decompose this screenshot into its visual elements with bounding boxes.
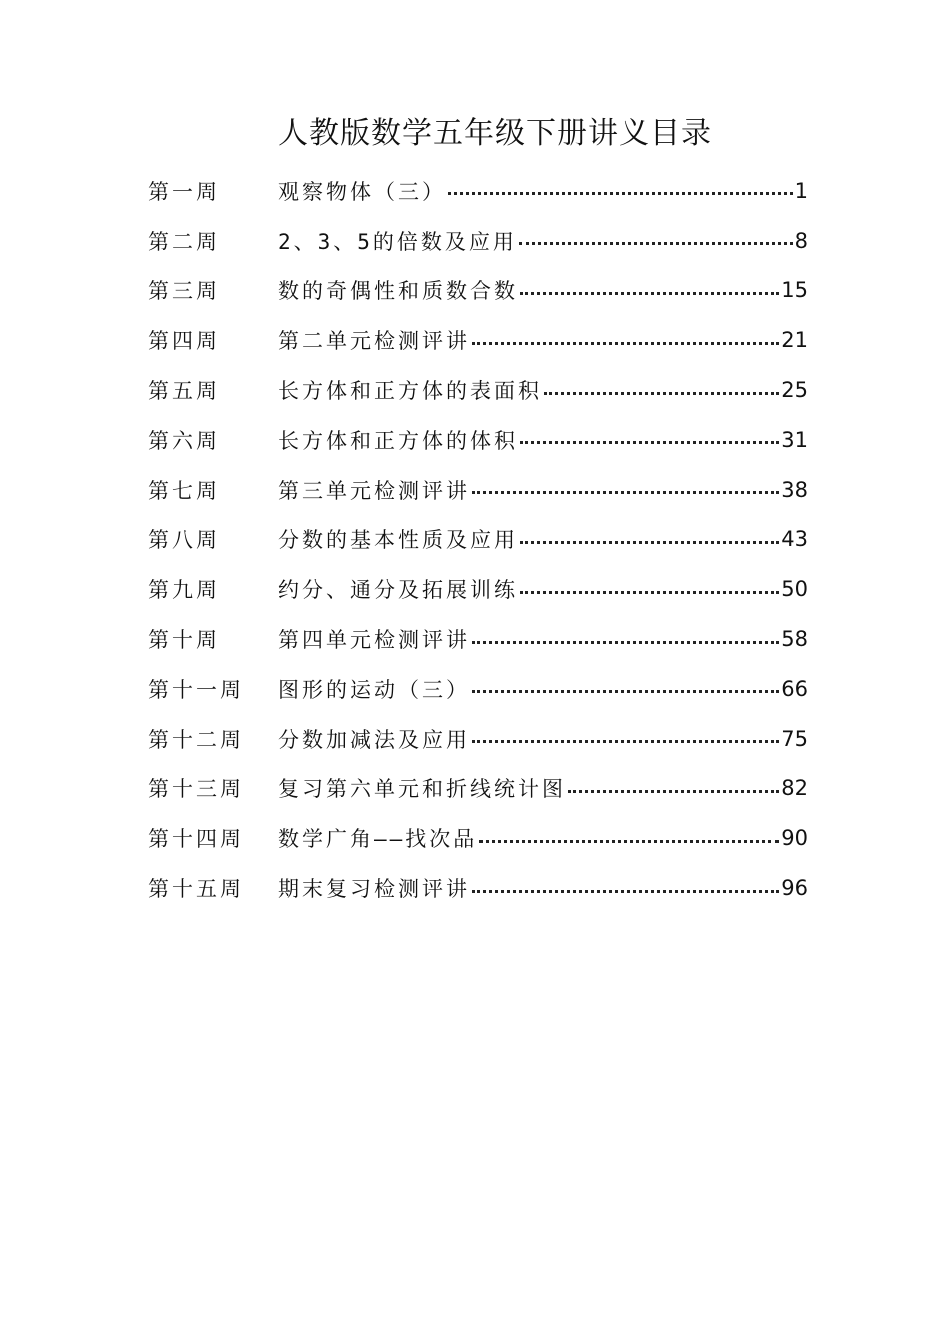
- page-title: 人教版数学五年级下册讲义目录: [278, 116, 712, 151]
- toc-week-label: 第十三周: [148, 777, 244, 802]
- toc-dot-leader: [472, 740, 779, 743]
- toc-dot-leader: [448, 192, 793, 195]
- toc-entry: [148, 564, 808, 614]
- toc-topic: 约分、通分及拓展训练: [278, 578, 518, 603]
- toc-week-label: 第十一周: [148, 677, 244, 702]
- toc-page-number: 75: [781, 726, 808, 751]
- toc-page-number: 82: [781, 776, 808, 801]
- toc-topic: 长方体和正方体的表面积: [278, 379, 542, 404]
- toc-week-label: 第十五周: [148, 877, 244, 902]
- toc-entry: [148, 216, 808, 266]
- toc-entry: [148, 863, 808, 913]
- toc-topic: 数的奇偶性和质数合数: [278, 279, 518, 304]
- toc-topic: 分数的基本性质及应用: [278, 528, 518, 553]
- toc-dot-leader: [472, 491, 779, 494]
- toc-page-number: 66: [781, 676, 808, 701]
- toc-entry: [148, 813, 808, 863]
- toc-page-number: 21: [781, 328, 808, 353]
- toc-entry: [148, 664, 808, 714]
- toc-topic: 图形的运动（三）: [278, 677, 470, 702]
- toc-entry: [148, 714, 808, 764]
- toc-topic: 分数加减法及应用: [278, 727, 470, 752]
- toc-page-number: 43: [781, 527, 808, 552]
- toc-week-label: 第二周: [148, 229, 220, 254]
- toc-topic: 第三单元检测评讲: [278, 478, 470, 503]
- toc-dot-leader: [520, 541, 779, 544]
- toc-entry: [148, 415, 808, 465]
- toc-topic: 长方体和正方体的体积: [278, 428, 518, 453]
- toc-topic: 期末复习检测评讲: [278, 877, 470, 902]
- table-of-contents: [148, 166, 808, 913]
- toc-topic: 观察物体（三）: [278, 179, 446, 204]
- toc-dot-leader: [472, 690, 779, 693]
- toc-week-label: 第十周: [148, 628, 220, 653]
- toc-week-label: 第六周: [148, 428, 220, 453]
- toc-dot-leader: [472, 890, 779, 893]
- toc-topic: 2、3、5的倍数及应用: [278, 229, 517, 254]
- toc-week-label: 第七周: [148, 478, 220, 503]
- toc-dot-leader: [479, 840, 779, 843]
- toc-week-label: 第八周: [148, 528, 220, 553]
- toc-page-number: 38: [781, 477, 808, 502]
- toc-week-label: 第三周: [148, 279, 220, 304]
- toc-topic: 数学广角——找次品: [278, 827, 478, 852]
- toc-entry: [148, 315, 808, 365]
- toc-page-number: 58: [781, 627, 808, 652]
- toc-entry: [148, 515, 808, 565]
- toc-dot-leader: [544, 392, 779, 395]
- toc-page-number: 50: [781, 577, 808, 602]
- toc-page-number: 15: [781, 278, 808, 303]
- toc-topic: 复习第六单元和折线统计图: [278, 777, 566, 802]
- toc-dot-leader: [520, 591, 779, 594]
- toc-week-label: 第十二周: [148, 727, 244, 752]
- toc-week-label: 第四周: [148, 329, 220, 354]
- toc-dot-leader: [472, 641, 779, 644]
- toc-entry: [148, 465, 808, 515]
- toc-dot-leader: [520, 292, 779, 295]
- toc-page-number: 25: [781, 378, 808, 403]
- toc-week-label: 第九周: [148, 578, 220, 603]
- toc-topic: 第二单元检测评讲: [278, 329, 470, 354]
- toc-entry: [148, 166, 808, 216]
- toc-page-number: 1: [794, 178, 808, 203]
- toc-week-label: 第五周: [148, 379, 220, 404]
- toc-entry: [148, 365, 808, 415]
- toc-dot-leader: [568, 790, 779, 793]
- toc-week-label: 第十四周: [148, 827, 244, 852]
- toc-dot-leader: [519, 242, 793, 245]
- toc-page-number: 90: [781, 826, 808, 851]
- toc-page-number: 96: [781, 876, 808, 901]
- toc-entry: [148, 614, 808, 664]
- toc-topic: 第四单元检测评讲: [278, 628, 470, 653]
- toc-entry: [148, 266, 808, 316]
- toc-dot-leader: [520, 441, 779, 444]
- toc-page-number: 31: [781, 427, 808, 452]
- toc-page-number: 8: [794, 228, 808, 253]
- toc-entry: [148, 764, 808, 814]
- toc-week-label: 第一周: [148, 179, 220, 204]
- toc-dot-leader: [472, 342, 779, 345]
